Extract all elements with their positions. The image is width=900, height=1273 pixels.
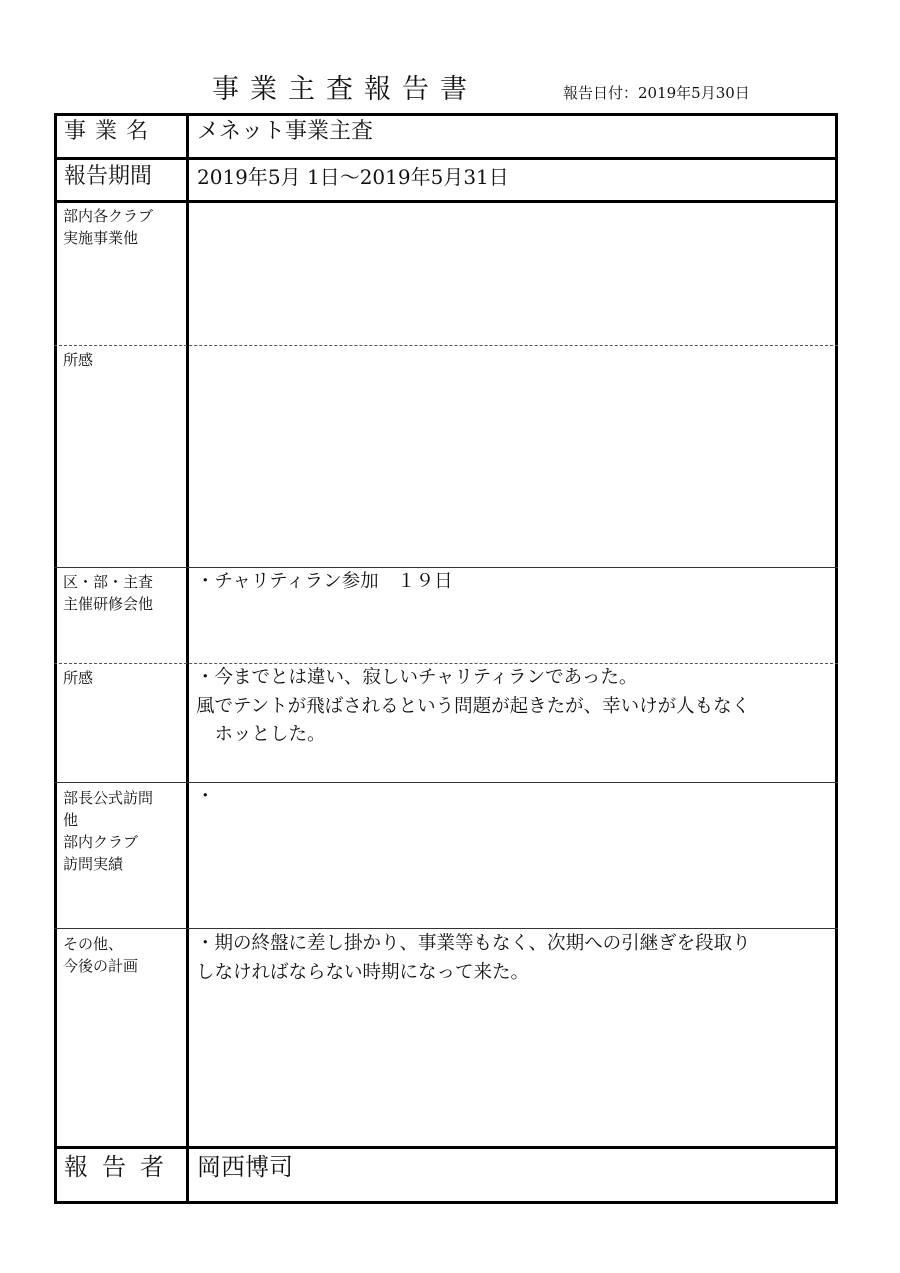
district-impressions-label: 所感 xyxy=(63,669,94,687)
report-period-value: 2019年5月 1日〜2019年5月31日 xyxy=(197,165,509,189)
row-divider xyxy=(54,928,838,929)
row-divider xyxy=(54,200,838,203)
reporter-value: 岡西博司 xyxy=(197,1153,293,1181)
district-impressions-content: ・今までとは違い、寂しいチャリティランであった。 風でテントが飛ばされるという問題が起きたが、幸いけが人もなく ホッとした。 xyxy=(196,667,751,745)
project-name-label: 事業名 xyxy=(64,119,158,144)
reporter-label: 報告者 xyxy=(64,1153,178,1181)
report-date: 報告日付：2019年5月30日 xyxy=(563,84,750,102)
club-activities-label: 部内各クラブ 実施事業他 xyxy=(63,207,154,247)
district-events-label: 区・部・主査 主催研修会他 xyxy=(63,573,154,613)
row-divider xyxy=(54,157,838,160)
report-period-label: 報告期間 xyxy=(64,164,153,189)
official-visits-label: 部長公式訪問 他 部内クラブ 訪問実績 xyxy=(63,789,154,873)
row-divider xyxy=(54,1146,838,1149)
project-name-value: メネット事業主査 xyxy=(197,119,374,144)
column-divider xyxy=(186,113,189,1204)
district-events-content: ・チャリティラン参加 １９日 xyxy=(196,571,453,592)
report-form xyxy=(54,113,838,1204)
club-impressions-label: 所感 xyxy=(63,351,94,369)
row-divider-dashed xyxy=(54,345,838,346)
official-visits-content: ・ xyxy=(196,786,215,807)
document-title: 事業主査報告書 xyxy=(212,74,478,105)
other-plans-content: ・期の終盤に差し掛かり、事業等もなく、次期への引継ぎを段取り しなければならない時期になって来た。 xyxy=(196,933,751,983)
other-plans-label: その他、 今後の計画 xyxy=(63,935,139,975)
